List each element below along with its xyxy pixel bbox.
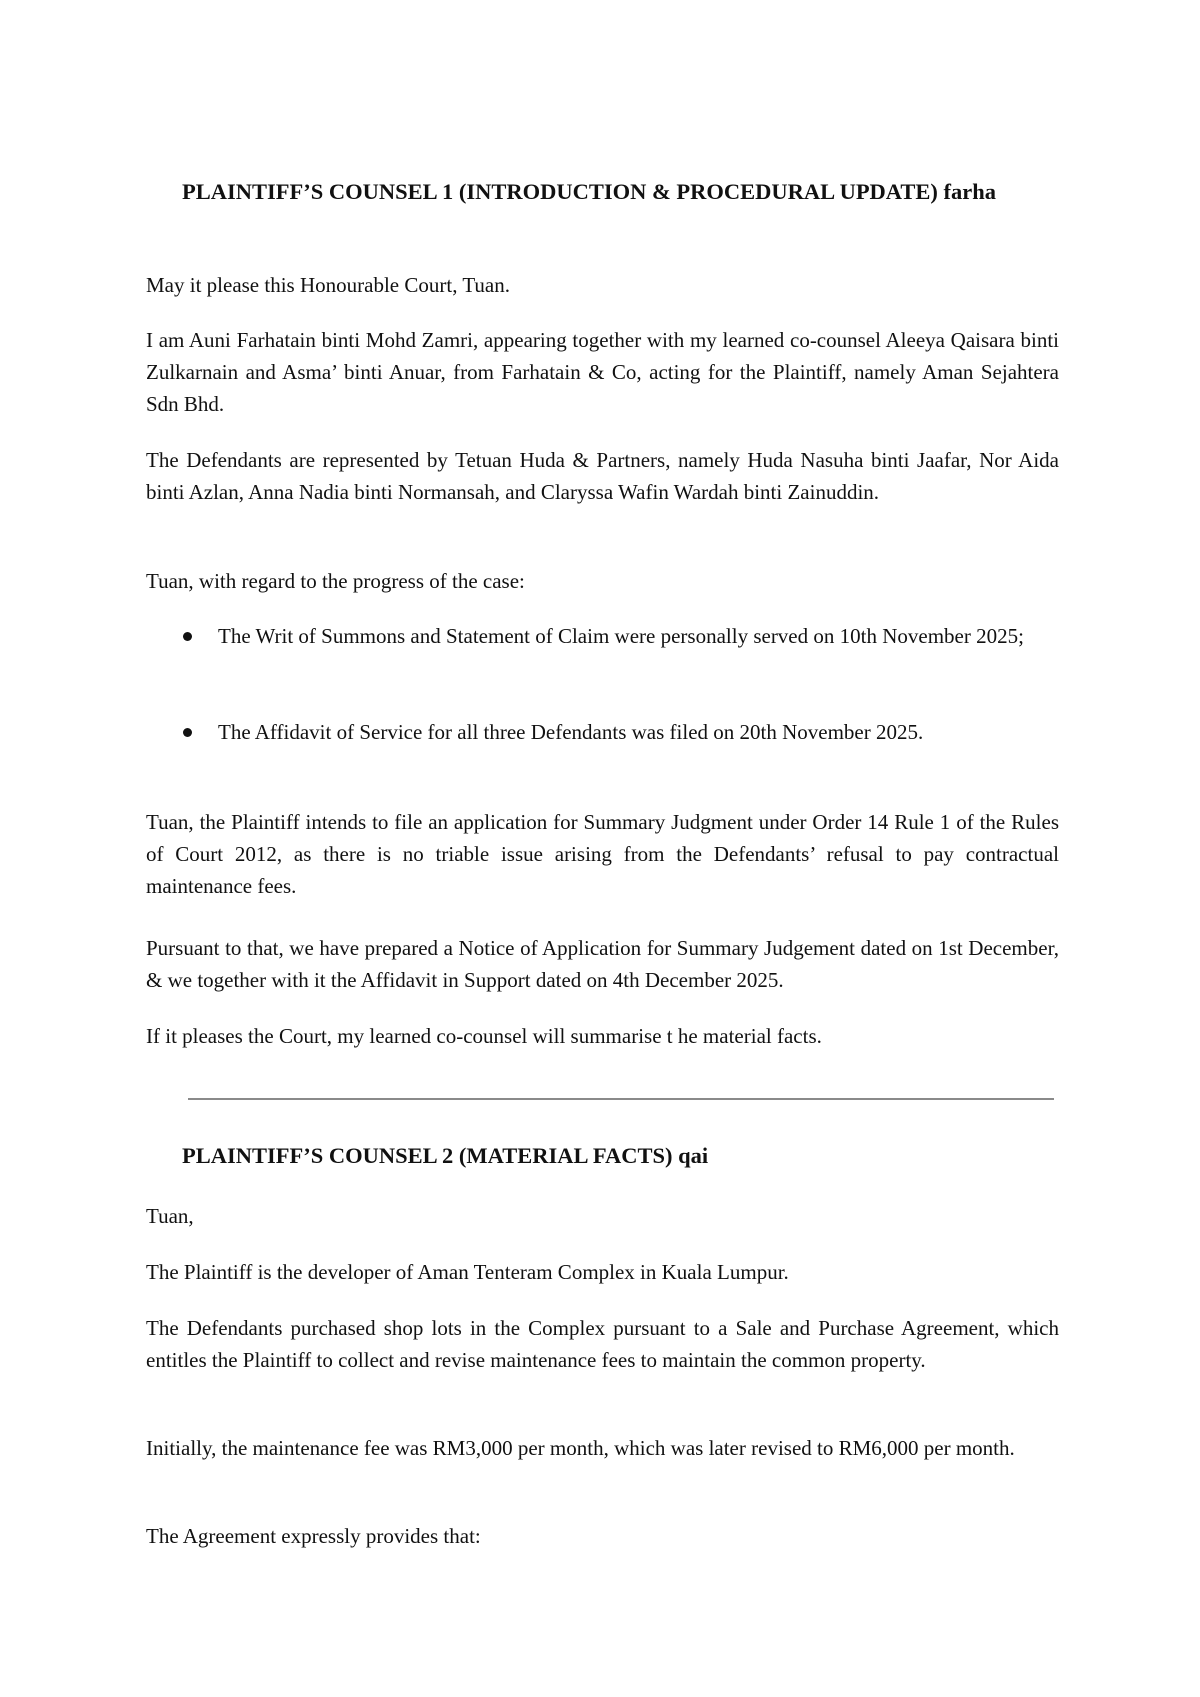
- section-2-heading: PLAINTIFF’S COUNSEL 2 (MATERIAL FACTS) qai: [182, 1143, 709, 1168]
- bullet-text: The Affidavit of Service for all three Defendants was filed on 20th November 2025.: [218, 720, 924, 744]
- bullet-icon: [183, 728, 192, 737]
- defendants-paragraph: The Defendants are represented by Tetuan Huda & Partners, namely Huda Nasuha binti Jaafar, Nor Aida binti Azlan, Anna Nadia binti Normansah, and Claryssa Wafin Wardah binti Zainuddin.: [146, 448, 1059, 504]
- section-1-heading: PLAINTIFF’S COUNSEL 1 (INTRODUCTION & PROCEDURAL UPDATE) farha: [182, 179, 997, 204]
- maintenance-fee-paragraph: Initially, the maintenance fee was RM3,000 per month, which was later revised to RM6,000 per month.: [146, 1436, 1015, 1460]
- bullet-text: The Writ of Summons and Statement of Claim were personally served on 10th November 2025;: [218, 624, 1024, 648]
- intention-paragraph: Tuan, the Plaintiff intends to file an application for Summary Judgment under Order 14 Rule 1 of the Rules of Court 2012, as there is no triable issue arising from the Defendants’ refusal to pay contractual maintenance fees.: [146, 810, 1059, 898]
- pursuant-paragraph: Pursuant to that, we have prepared a Notice of Application for Summary Judgement dated on 1st December, & we together with it the Affidavit in Support dated on 4th December 2025.: [146, 936, 1059, 992]
- agreement-paragraph: The Agreement expressly provides that:: [146, 1524, 481, 1548]
- bullet-icon: [183, 632, 192, 641]
- section-divider: [188, 1098, 1054, 1100]
- greeting-paragraph: May it please this Honourable Court, Tuan.: [146, 273, 510, 297]
- developer-paragraph: The Plaintiff is the developer of Aman Tenteram Complex in Kuala Lumpur.: [146, 1260, 789, 1284]
- purchase-paragraph: The Defendants purchased shop lots in the Complex pursuant to a Sale and Purchase Agreement, which entitles the Plaintiff to collect and revise maintenance fees to maintain the common property.: [146, 1316, 1059, 1372]
- section-2-greeting: Tuan,: [146, 1204, 194, 1228]
- closing-paragraph: If it pleases the Court, my learned co-counsel will summarise t he material facts.: [146, 1024, 822, 1048]
- introduction-paragraph: I am Auni Farhatain binti Mohd Zamri, appearing together with my learned co-counsel Aleeya Qaisara binti Zulkarnain and Asma’ binti Anuar, from Farhatain & Co, acting for the Plaintiff, namely Aman Sejahtera Sdn Bhd.: [146, 328, 1059, 416]
- progress-intro-paragraph: Tuan, with regard to the progress of the case:: [146, 569, 525, 593]
